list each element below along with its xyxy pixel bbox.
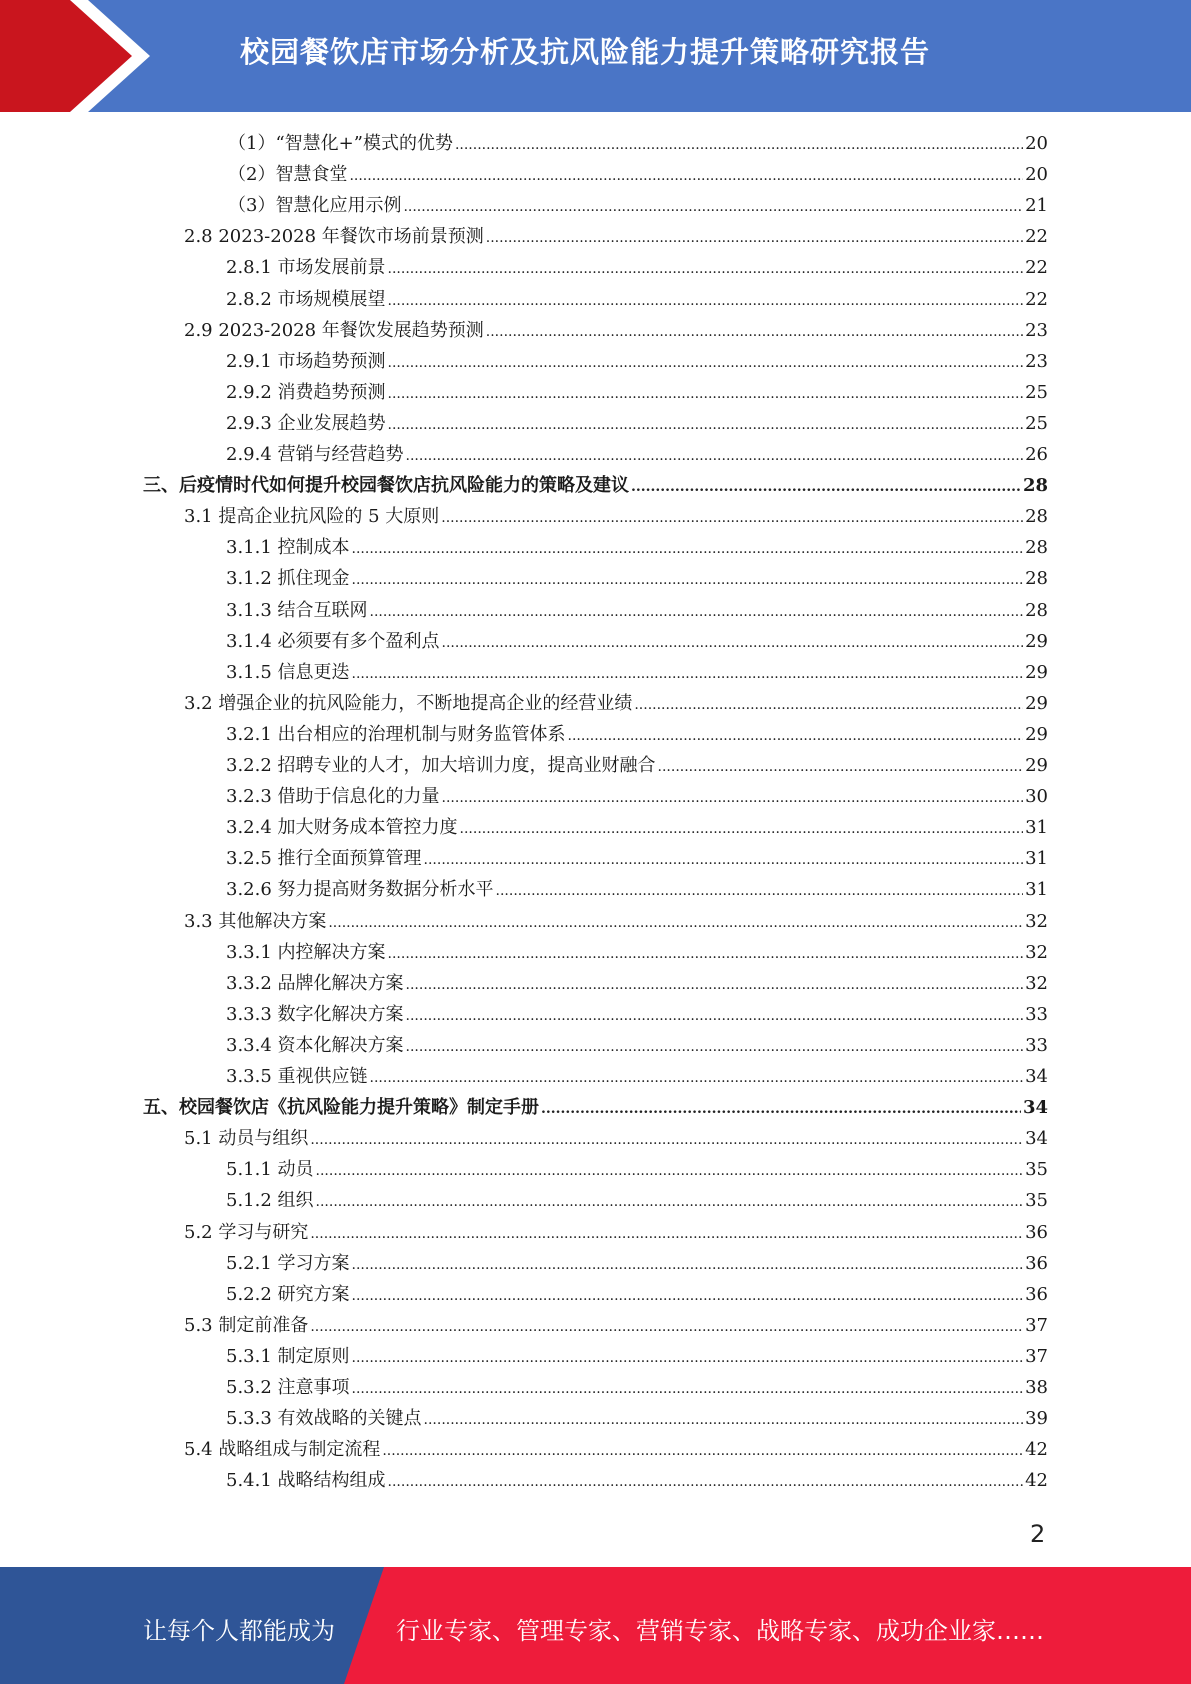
toc-dot-leader xyxy=(634,690,1023,721)
toc-dot-leader xyxy=(388,379,1024,410)
toc-dot-leader xyxy=(352,1250,1024,1281)
toc-entry-page: 25 xyxy=(1025,412,1048,434)
toc-entry-page: 21 xyxy=(1025,195,1048,217)
toc-entry[interactable] xyxy=(226,626,1048,657)
toc-entry-page: 28 xyxy=(1025,506,1048,528)
toc-entry-page: 35 xyxy=(1025,1159,1048,1181)
toc-entry-title: 3.2.2 招聘专业的人才，加大培训力度，提高业财融合 xyxy=(226,755,656,776)
toc-entry-page: 37 xyxy=(1025,1345,1048,1367)
toc-entry-title: 5.3.3 有效战略的关键点 xyxy=(226,1408,422,1430)
toc-entry-title: 3.1.3 结合互联网 xyxy=(226,599,368,621)
toc-entry-title: 3.2.4 加大财务成本管控力度 xyxy=(226,817,458,839)
toc-entry-page: 38 xyxy=(1025,1377,1048,1398)
toc-entry-title: 2.9.4 营销与经营趋势 xyxy=(226,444,404,465)
toc-entry[interactable] xyxy=(228,128,1048,159)
toc-dot-leader xyxy=(382,1436,1023,1467)
toc-dot-leader xyxy=(328,908,1023,939)
toc-dot-leader xyxy=(442,628,1024,659)
toc-entry-title: 3.2.3 借助于信息化的力量 xyxy=(226,786,440,808)
toc-entry-title: 5.1 动员与组织 xyxy=(184,1128,309,1150)
toc-dot-leader xyxy=(310,1219,1023,1250)
toc-entry-title: 5.2.1 学习方案 xyxy=(226,1252,350,1274)
toc-entry[interactable] xyxy=(184,906,1048,937)
toc-entry-page: 36 xyxy=(1025,1283,1048,1305)
toc-entry-page: 29 xyxy=(1025,630,1048,652)
page-footer xyxy=(0,1567,1191,1684)
toc-entry[interactable] xyxy=(226,874,1048,905)
toc-entry-page: 33 xyxy=(1025,1003,1048,1025)
toc-entry-title: 3.3.5 重视供应链 xyxy=(226,1066,368,1087)
toc-entry-title: 3.3.4 资本化解决方案 xyxy=(226,1034,404,1056)
toc-entry[interactable] xyxy=(184,688,1048,719)
toc-entry-page: 34 xyxy=(1025,1066,1048,1087)
toc-entry[interactable] xyxy=(226,408,1048,439)
toc-entry-page: 20 xyxy=(1025,164,1048,186)
toc-entry-title: 5.3.2 注意事项 xyxy=(226,1377,350,1398)
toc-entry[interactable] xyxy=(184,1217,1048,1248)
toc-entry-page: 25 xyxy=(1025,381,1048,403)
toc-dot-leader xyxy=(316,1187,1024,1218)
toc-entry-page: 22 xyxy=(1025,288,1048,310)
toc-entry-title: 5.4.1 战略结构组成 xyxy=(226,1470,386,1492)
toc-entry-page: 28 xyxy=(1025,599,1048,621)
footer-slogan-right: 行业专家、管理专家、营销专家、战略专家、成功企业家…… xyxy=(396,1617,1044,1645)
toc-entry-title: 2.9.2 消费趋势预测 xyxy=(226,381,386,403)
toc-dot-leader xyxy=(406,970,1024,1001)
toc-entry-title: 3.2.1 出台相应的治理机制与财务监管体系 xyxy=(226,723,566,745)
toc-entry-page: 28 xyxy=(1025,568,1048,590)
toc-entry-title: （3）智慧化应用示例 xyxy=(228,195,402,217)
toc-entry[interactable] xyxy=(226,346,1048,377)
toc-dot-leader xyxy=(388,1467,1024,1498)
toc-entry-page: 32 xyxy=(1025,941,1048,963)
toc-entry[interactable] xyxy=(226,968,1048,999)
toc-entry[interactable] xyxy=(226,532,1048,563)
toc-entry[interactable] xyxy=(184,501,1048,532)
toc-entry[interactable] xyxy=(226,1061,1048,1092)
toc-dot-leader xyxy=(406,1001,1024,1032)
toc-entry-page: 22 xyxy=(1025,257,1048,279)
toc-entry[interactable] xyxy=(226,377,1048,408)
report-title: 校园餐饮店市场分析及抗风险能力提升策略研究报告 xyxy=(240,35,931,69)
toc-entry[interactable] xyxy=(226,252,1048,283)
toc-entry-title: 2.8.1 市场发展前景 xyxy=(226,257,386,279)
toc-entry-title: 3.3.2 品牌化解决方案 xyxy=(226,972,404,994)
toc-entry[interactable] xyxy=(226,999,1048,1030)
toc-entry-title: （1）“智慧化+”模式的优势 xyxy=(228,133,453,154)
toc-entry-title: 3.1.5 信息更迭 xyxy=(226,661,350,683)
toc-dot-leader xyxy=(349,161,1023,192)
toc-dot-leader xyxy=(388,410,1024,441)
toc-entry[interactable] xyxy=(226,563,1048,594)
toc-entry-title: 3.2.5 推行全面预算管理 xyxy=(226,848,422,870)
toc-entry-page: 30 xyxy=(1025,786,1048,808)
toc-dot-leader xyxy=(460,814,1024,845)
toc-entry-title: 5.2 学习与研究 xyxy=(184,1221,309,1243)
toc-entry-page: 34 xyxy=(1025,1128,1048,1150)
toc-entry-page: 29 xyxy=(1025,692,1048,714)
toc-entry-title: 5.2.2 研究方案 xyxy=(226,1283,350,1305)
toc-entry[interactable] xyxy=(226,1372,1048,1403)
toc-entry[interactable] xyxy=(226,439,1048,470)
toc-entry[interactable] xyxy=(228,159,1048,190)
toc-entry-page: 22 xyxy=(1025,226,1048,248)
toc-entry-title: 2.9.1 市场趋势预测 xyxy=(226,350,386,372)
toc-dot-leader xyxy=(441,503,1023,534)
toc-entry[interactable] xyxy=(226,1248,1048,1279)
toc-entry-title: 2.8.2 市场规模展望 xyxy=(226,288,386,310)
toc-entry[interactable] xyxy=(226,719,1048,750)
toc-entry-title: 5.1.1 动员 xyxy=(226,1159,314,1181)
toc-entry-title: 三、后疫情时代如何提升校园餐饮店抗风险能力的策略及建议 xyxy=(143,475,629,497)
toc-entry[interactable] xyxy=(226,750,1048,781)
toc-entry-title: 5.3.1 制定原则 xyxy=(226,1345,350,1367)
toc-entry[interactable] xyxy=(226,1465,1048,1496)
toc-entry[interactable] xyxy=(226,1185,1048,1216)
toc-entry[interactable] xyxy=(226,284,1048,315)
toc-dot-leader xyxy=(388,286,1024,317)
toc-dot-leader xyxy=(388,254,1024,285)
toc-entry-page: 31 xyxy=(1025,817,1048,839)
toc-entry[interactable] xyxy=(184,315,1048,346)
toc-dot-leader xyxy=(388,348,1024,379)
toc-entry-page: 23 xyxy=(1025,319,1048,341)
page-header xyxy=(0,0,1191,112)
toc-entry[interactable] xyxy=(226,1279,1048,1310)
toc-dot-leader xyxy=(352,1343,1024,1374)
toc-entry-page: 39 xyxy=(1025,1408,1048,1430)
toc-dot-leader xyxy=(455,130,1023,161)
footer-slogan-left: 让每个人都能成为 xyxy=(143,1617,335,1645)
toc-dot-leader xyxy=(568,721,1024,752)
toc-entry-page: 36 xyxy=(1025,1221,1048,1243)
toc-entry[interactable] xyxy=(226,1154,1048,1185)
toc-entry-page: 31 xyxy=(1025,879,1048,901)
toc-entry[interactable] xyxy=(226,812,1048,843)
toc-dot-leader xyxy=(442,783,1024,814)
toc-dot-leader xyxy=(388,939,1024,970)
toc-entry-title: 2.8 2023-2028 年餐饮市场前景预测 xyxy=(184,226,484,248)
toc-entry-title: 3.3 其他解决方案 xyxy=(184,910,327,932)
toc-entry-page: 35 xyxy=(1025,1190,1048,1212)
toc-entry[interactable] xyxy=(226,1341,1048,1372)
toc-dot-leader xyxy=(424,1405,1024,1436)
page-number: 2 xyxy=(1030,1520,1046,1548)
toc-dot-leader xyxy=(310,1125,1023,1156)
toc-entry[interactable] xyxy=(184,221,1048,252)
toc-entry-page: 37 xyxy=(1025,1314,1048,1336)
toc-entry[interactable] xyxy=(226,1403,1048,1434)
toc-dot-leader xyxy=(486,317,1023,348)
toc-entry-title: 3.1.2 抓住现金 xyxy=(226,568,350,590)
toc-dot-leader xyxy=(406,1032,1024,1063)
toc-entry-page: 29 xyxy=(1025,661,1048,683)
toc-entry[interactable] xyxy=(226,781,1048,812)
toc-entry[interactable] xyxy=(226,657,1048,688)
toc-entry-page: 42 xyxy=(1025,1439,1048,1461)
toc-entry-title: 5.4 战略组成与制定流程 xyxy=(184,1439,381,1461)
toc-entry-page: 26 xyxy=(1025,444,1048,465)
toc-entry[interactable] xyxy=(184,1434,1048,1465)
toc-entry[interactable] xyxy=(226,595,1048,626)
toc-entry-title: 3.1.1 控制成本 xyxy=(226,537,350,559)
toc-dot-leader xyxy=(352,659,1024,690)
toc-entry-page: 23 xyxy=(1025,350,1048,372)
toc-dot-leader xyxy=(352,534,1024,565)
toc-dot-leader xyxy=(352,1374,1024,1405)
toc-dot-leader xyxy=(310,1312,1023,1343)
toc-dot-leader xyxy=(316,1156,1024,1187)
toc-entry-title: 3.1 提高企业抗风险的 5 大原则 xyxy=(184,506,440,528)
toc-dot-leader xyxy=(403,192,1023,223)
toc-entry-page: 32 xyxy=(1025,910,1048,932)
toc-entry-title: 5.1.2 组织 xyxy=(226,1190,314,1212)
toc-entry-page: 31 xyxy=(1025,848,1048,870)
toc-entry[interactable] xyxy=(226,1030,1048,1061)
toc-dot-leader xyxy=(631,472,1021,503)
toc-entry-title: 3.2.6 努力提高财务数据分析水平 xyxy=(226,879,494,901)
toc-entry[interactable] xyxy=(184,1310,1048,1341)
toc-entry-title: 5.3 制定前准备 xyxy=(184,1314,309,1336)
toc-entry-title: （2）智慧食堂 xyxy=(228,164,348,186)
toc-entry-title: 2.9 2023-2028 年餐饮发展趋势预测 xyxy=(184,319,484,341)
toc-dot-leader xyxy=(370,597,1024,628)
toc-entry[interactable] xyxy=(143,1092,1048,1123)
toc-dot-leader xyxy=(406,441,1024,472)
toc-entry-page: 32 xyxy=(1025,972,1048,994)
toc-entry-page: 36 xyxy=(1025,1252,1048,1274)
toc-entry-page: 34 xyxy=(1022,1097,1048,1119)
toc-entry-page: 29 xyxy=(1025,755,1048,776)
toc-dot-leader xyxy=(352,565,1024,596)
toc-dot-leader xyxy=(370,1063,1024,1094)
toc-entry-title: 3.1.4 必须要有多个盈利点 xyxy=(226,630,440,652)
toc-dot-leader xyxy=(352,1281,1024,1312)
toc-entry-title: 2.9.3 企业发展趋势 xyxy=(226,412,386,434)
toc-entry-page: 42 xyxy=(1025,1470,1048,1492)
toc-entry[interactable] xyxy=(226,937,1048,968)
toc-dot-leader xyxy=(486,223,1023,254)
toc-entry[interactable] xyxy=(143,470,1048,501)
toc-entry-title: 五、校园餐饮店《抗风险能力提升策略》制定手册 xyxy=(143,1097,539,1119)
toc-entry-page: 20 xyxy=(1025,133,1048,154)
toc-entry-page: 28 xyxy=(1022,475,1048,497)
toc-dot-leader xyxy=(496,876,1024,907)
toc-entry[interactable] xyxy=(226,843,1048,874)
toc-entry-title: 3.3.3 数字化解决方案 xyxy=(226,1003,404,1025)
toc-entry-page: 29 xyxy=(1025,723,1048,745)
toc-entry[interactable] xyxy=(184,1123,1048,1154)
toc-entry-page: 33 xyxy=(1025,1034,1048,1056)
toc-dot-leader xyxy=(424,845,1024,876)
toc-entry-title: 3.2 增强企业的抗风险能力，不断地提高企业的经营业绩 xyxy=(184,692,633,714)
toc-entry-page: 28 xyxy=(1025,537,1048,559)
toc-entry[interactable] xyxy=(228,190,1048,221)
toc-dot-leader xyxy=(541,1094,1021,1125)
toc-entry-title: 3.3.1 内控解决方案 xyxy=(226,941,386,963)
toc-dot-leader xyxy=(658,752,1024,783)
